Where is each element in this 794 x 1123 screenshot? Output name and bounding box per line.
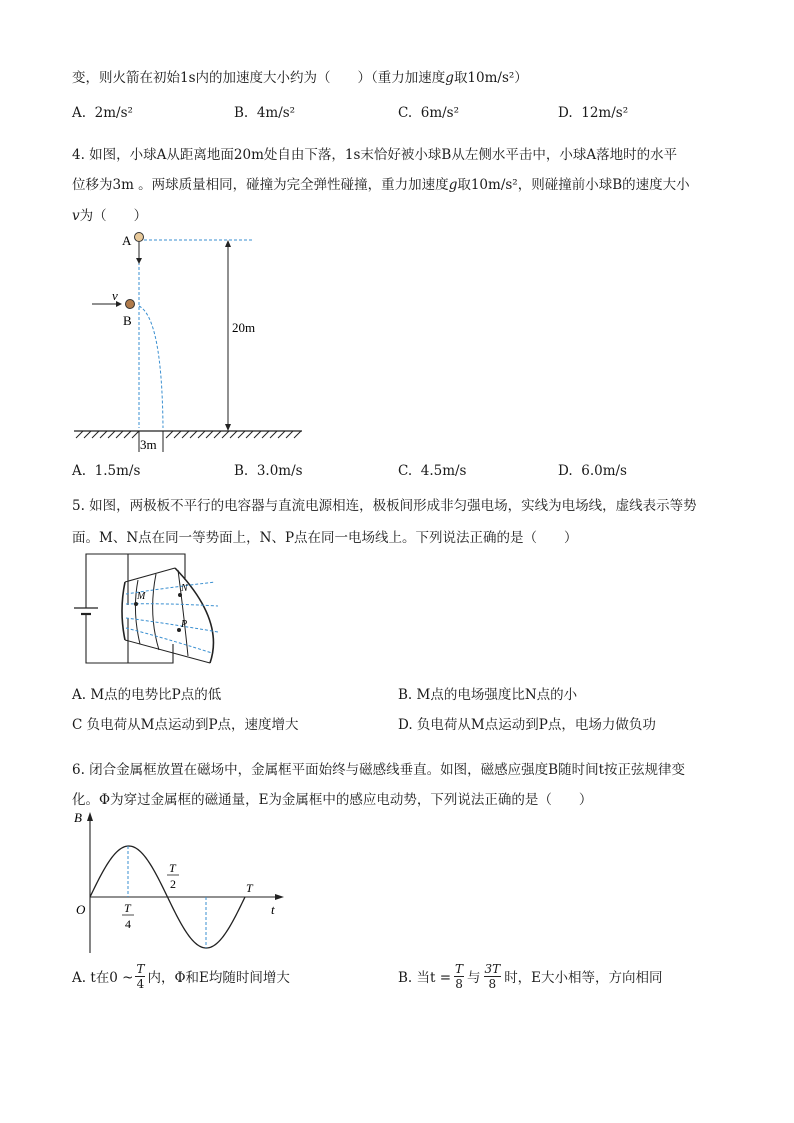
ball-b (126, 300, 135, 309)
q5-stem-line2: 面。M、N点在同一等势面上，N、P点在同一电场线上。下列说法正确的是（ ） (72, 530, 578, 546)
q4-option-a[interactable]: A. 1.5m/s (72, 463, 141, 479)
q4-stem-line1: 4. 如图，小球A从距离地面20m处自由下落，1s末恰好被小球B从左侧水平击中，小球A落地时的水平 (72, 147, 678, 163)
q3-stem: 变，则火箭在初始1s内的加速度大小约为（ ）（重力加速度g取10m/s²） (72, 70, 528, 86)
tick-t4-num: T (124, 901, 131, 915)
tick-t: T (246, 881, 253, 895)
q5-option-d[interactable]: D. 负电荷从M点运动到P点，电场力做负功 (398, 717, 656, 733)
label-v: v (112, 288, 118, 303)
plate-left (122, 582, 125, 640)
axis-label-t: t (271, 902, 275, 917)
label-p: P (181, 619, 188, 630)
q4-stem-line2: 位移为3m 。两球质量相同，碰撞为完全弹性碰撞，重力加速度g取10m/s²，则碰撞前小球B的速度大小 (72, 177, 690, 193)
trajectory (139, 306, 163, 428)
tick-t2-num: T (169, 861, 176, 875)
tick-t2-den: 2 (170, 877, 176, 891)
ground-hatch (76, 431, 301, 438)
label-m: M (137, 591, 146, 602)
displacement-label: 3m (140, 437, 157, 452)
q4-option-d[interactable]: D. 6.0m/s (558, 463, 627, 479)
ball-a (135, 233, 144, 242)
q4-option-c[interactable]: C. 4.5m/s (398, 463, 467, 479)
q3-option-d[interactable]: D. 12m/s² (558, 105, 629, 121)
q5-option-c[interactable]: C 负电荷从M点运动到P点，速度增大 (72, 717, 299, 733)
q6-option-a[interactable]: A. t在0 ~ T 4 内，Φ和E均随时间增大 (72, 961, 290, 991)
q6-option-b[interactable]: B. 当t = $\frac{T}{8}$ 与 3T 8 时，E大小相等，方向相同 (398, 961, 663, 991)
axis-label-b: B (74, 810, 82, 825)
arrow-down-icon (136, 258, 142, 264)
label-n: N (181, 583, 188, 594)
q4-stem-line3: v为（ ） (72, 208, 148, 224)
q4-figure (70, 228, 310, 456)
q5-option-b[interactable]: B. M点的电场强度比N点的小 (398, 687, 578, 703)
q6-stem-line2: 化。Φ为穿过金属框的磁通量，E为金属框中的感应电动势，下列说法正确的是（ ） (72, 792, 593, 808)
q3-option-b[interactable]: B. 4m/s² (234, 105, 296, 121)
label-a: A (122, 233, 132, 248)
q4-option-b[interactable]: B. 3.0m/s (234, 463, 303, 479)
tick-t4-den: 4 (125, 917, 131, 931)
label-b: B (123, 313, 132, 328)
q5-figure (70, 550, 220, 668)
q3-option-a[interactable]: A. 2m/s² (72, 105, 133, 121)
origin-label: O (76, 902, 86, 917)
q6-figure (70, 808, 290, 956)
q5-option-a[interactable]: A. M点的电势比P点的低 (72, 687, 222, 703)
q5-stem-line1: 5. 如图，两极板不平行的电容器与直流电源相连，极板间形成非匀强电场，实线为电场线，虚线表示等势 (72, 498, 697, 514)
point-m (134, 602, 138, 606)
height-label: 20m (232, 320, 256, 335)
circuit-wire-bottom (128, 618, 173, 663)
q6-stem-line1: 6. 闭合金属框放置在磁场中，金属框平面始终与磁感线垂直。如图，磁感应强度B随时间t按正弦规律变 (72, 762, 686, 778)
q3-option-c[interactable]: C. 6m/s² (398, 105, 460, 121)
battery-icon (86, 554, 128, 566)
